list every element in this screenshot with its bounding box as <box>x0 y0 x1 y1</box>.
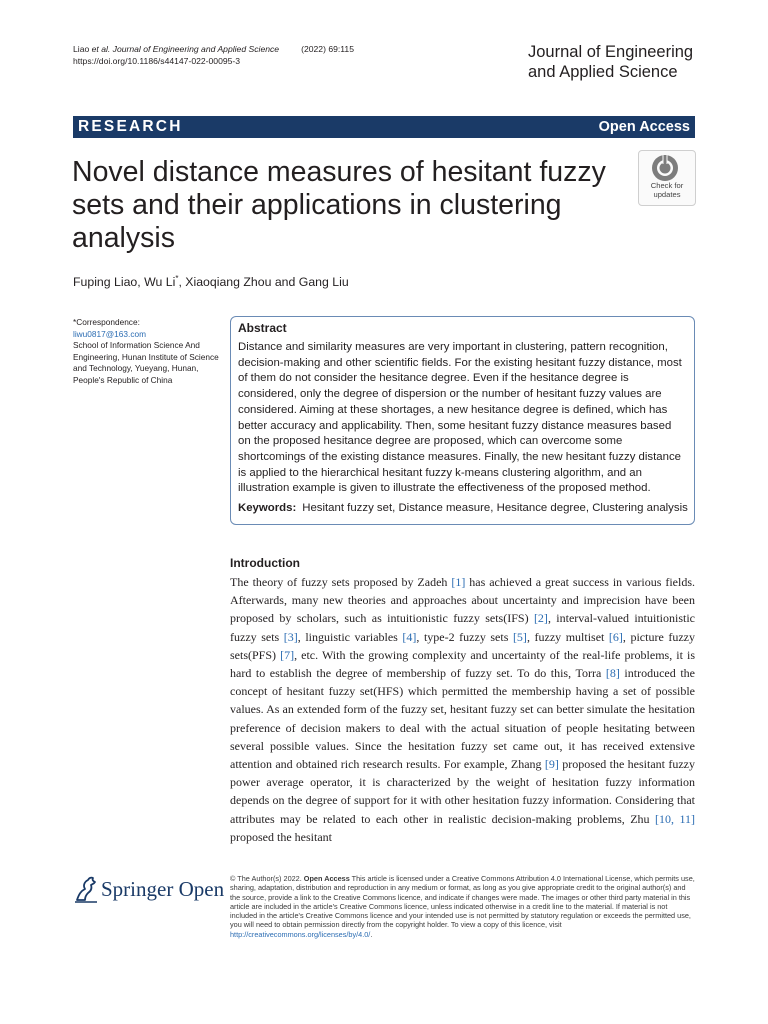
reference-link[interactable]: [10, 11] <box>655 811 696 826</box>
intro-text: , picture fuzzy sets(PFS) <box>230 629 695 662</box>
check-for-updates-line1: Check for <box>650 181 684 190</box>
reference-link[interactable]: [5] <box>512 629 527 644</box>
reference-link[interactable]: [6] <box>608 629 623 644</box>
article-title: Novel distance measures of hesitant fuzzy sets and their applications in clustering analysis <box>72 156 606 254</box>
reference-link[interactable]: [4] <box>402 629 417 644</box>
keywords-label: Keywords: <box>238 502 297 514</box>
reference-link[interactable]: [7] <box>280 647 295 662</box>
crossmark-icon <box>650 153 680 183</box>
check-for-updates-text <box>639 182 695 199</box>
intro-text: , interval-valued intuitionistic fuzzy sets <box>230 611 695 644</box>
journal-name-line1: Journal of Engineering <box>528 43 694 61</box>
reference-link[interactable]: [9] <box>544 757 559 772</box>
publisher-name: Springer <box>101 877 174 901</box>
citation-year: (2022) 69:115 <box>301 44 354 54</box>
intro-text: has achieved a great success in various fields. Afterwards, many new theories and approaches about uncertainty and imprecision have been proposed by scholars, such as intuitionistic fuzzy sets(IFS) <box>230 575 695 626</box>
license-link[interactable]: http://creativecommons.org/licenses/by/4.0/ <box>230 929 371 939</box>
license-end: . <box>370 929 373 939</box>
citation-authors: Liao <box>73 44 92 54</box>
license-prefix: © The Author(s) 2022. <box>230 874 304 883</box>
abstract-text: Distance and similarity measures are very important in clustering, pattern recognition, decision-making and other scientific fields. For the existing hesitant fuzzy distance, most of them do not consider the hesitance degree. Even if the hesitance degree is considered, only the degree of dispersion or the number of hesitant fuzzy values are considered. Aiming at these shortages, a new hesitance degree is defined, which has better accuracy and applicability. Then, some hesitant fuzzy distance measures based on the proposed hesitance degree are proposed, which can overcome some shortcomings of the existing distance measures. Finally, the new hesitant fuzzy distance is applied to the hierarchical hesitant fuzzy k-means clustering algorithm, and an illustration example is given to illustrate the effectiveness of the proposed method. <box>238 341 682 495</box>
intro-text: , etc. With the growing complexity and uncertainty of the real-life problems, it is hard to establish the degree of membership of fuzzy set. To do this, Torra <box>230 647 696 681</box>
introduction-heading: Introduction <box>230 556 300 570</box>
open-access-label: Open Access <box>598 119 690 135</box>
license-text <box>230 874 695 939</box>
correspondence-block <box>73 317 221 386</box>
abstract-heading: Abstract <box>238 321 287 335</box>
reference-link[interactable]: [3] <box>283 629 298 644</box>
intro-text: proposed the hesitant <box>230 829 332 844</box>
license-body: This article is licensed under a Creative Commons Attribution 4.0 International License, which permits use, sharing, adaptation, distribution and reproduction in any medium or format, as long as you give appropriate credit to the original author(s) and the source, provide a link to the Creative Commons licence, and indicate if changes were made. The images or other third party material in this article are included in the article's Creative Commons licence, unless indicated otherwise in a credit line to the material. If material is not included in the article's Creative Commons licence and your intended use is not permitted by statutory regulation or exceeds the permitted use, you will need to obtain permission directly from the copyright holder. To view a copy of this licence, visit <box>230 874 695 930</box>
corresponding-mark: * <box>175 274 179 283</box>
intro-text: , type-2 fuzzy sets <box>416 629 513 644</box>
intro-text: , linguistic variables <box>297 629 403 644</box>
journal-name-line2: and Applied Science <box>528 63 678 81</box>
authors-after-mark: , Xiaoqiang Zhou and Gang Liu <box>178 275 349 290</box>
journal-name <box>528 42 728 82</box>
reference-link[interactable]: [8] <box>605 666 620 681</box>
springer-horse-icon <box>73 874 99 904</box>
license-open-access: Open Access <box>303 874 350 883</box>
publisher-logo <box>101 876 224 902</box>
publisher-open: Open <box>178 877 225 901</box>
author-list <box>73 271 349 290</box>
intro-text: proposed the hesitant fuzzy power average operator, it is characterized by the weight of hesitation fuzzy information depends on the degree of support for it with other hesitation fuzzy information. Considering that attributes may be related to each other in realistic decision-making problems, Zhu <box>230 757 696 826</box>
intro-text: introduced the concept of hesitant fuzzy set(HFS) which permitted the membership having a set of possible values. As an extended form of the fuzzy set, hesitant fuzzy set can better simulate the hesitation preference of decision makers to deal with the actual situation of people hesitating between several possible values. Since the hesitation fuzzy set came out, it has received extensive attention and obtained rich research results. For example, Zhang <box>230 666 695 772</box>
keywords-list: Hesitant fuzzy set, Distance measure, Hesitance degree, Clustering analysis <box>302 502 688 514</box>
citation-journal: et al. Journal of Engineering and Applied Science <box>91 44 280 54</box>
section-label: RESEARCH <box>78 118 183 135</box>
keywords-line <box>238 501 690 516</box>
citation-line <box>73 43 354 55</box>
reference-link[interactable]: [2] <box>533 611 548 626</box>
intro-text: The theory of fuzzy sets proposed by Zadeh <box>230 575 452 589</box>
correspondence-label: *Correspondence: <box>73 317 140 327</box>
authors-before-mark: Fuping Liao, Wu Li <box>73 275 176 290</box>
correspondence-email[interactable]: liwu0817@163.com <box>73 328 146 339</box>
intro-text: , fuzzy multiset <box>526 629 609 644</box>
check-for-updates-line2: updates <box>653 189 681 199</box>
introduction-body <box>230 573 695 846</box>
affiliation: School of Information Science And Engineering, Hunan Institute of Science and Technology, Yueyang, Hunan, People's Republic of China <box>73 340 219 385</box>
doi-link[interactable]: https://doi.org/10.1186/s44147-022-00095-3 <box>73 56 241 66</box>
reference-link[interactable]: [1] <box>451 575 466 589</box>
